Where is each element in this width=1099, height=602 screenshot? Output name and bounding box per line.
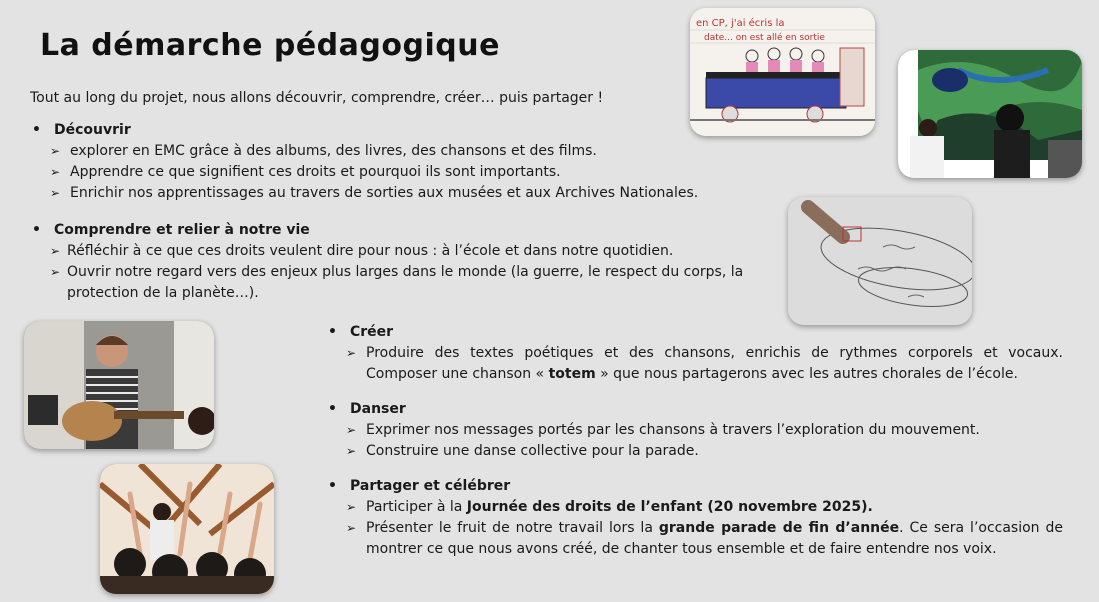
svg-text:en CP, j'ai écris la: en CP, j'ai écris la xyxy=(696,18,785,29)
svg-text:date... on est allé en sortie: date... on est allé en sortie xyxy=(704,33,825,43)
intro-text: Tout au long du projet, nous allons découvrir, comprendre, créer… puis partager ! xyxy=(30,90,604,106)
list-item: ➢ Ouvrir notre regard vers des enjeux plus larges dans le monde (la guerre, le respect du corps, la protection de la planète…). xyxy=(32,262,767,304)
list-item: ➢ Réfléchir à ce que ces droits veulent dire pour nous : à l’école et dans notre quotidien. xyxy=(32,241,772,262)
child-drawing-image xyxy=(690,8,875,136)
painting-image xyxy=(898,50,1082,178)
list-item: ➢ Présenter le fruit de notre travail lors la grande parade de fin d’année. Ce sera l’occasion de montrer ce que nous avons créé, de chanter tous ensemble et de faire entendre nos voix. xyxy=(328,518,1063,560)
mindmap-photo xyxy=(788,197,972,325)
list-item: ➢ explorer en EMC grâce à des albums, des livres, des chansons et des films. xyxy=(32,141,732,162)
section-partager xyxy=(328,476,1063,560)
guitar-teacher-image xyxy=(24,321,214,449)
heading-danser: • Danser xyxy=(328,399,1063,420)
dance-image xyxy=(100,464,274,594)
dance-photo xyxy=(100,464,274,594)
guitar-teacher-photo xyxy=(24,321,214,449)
list-item: ➢ Produire des textes poétiques et des chansons, enrichis de rythmes corporels et vocaux. Composer une chanson « totem » que nous partagerons avec les autres chorales de l’école. xyxy=(328,343,1063,385)
child-drawing-photo xyxy=(690,8,875,136)
list-item: ➢ Construire une danse collective pour la parade. xyxy=(328,441,1063,462)
page-title: La démarche pédagogique xyxy=(40,28,500,63)
heading-decouvrir: • Découvrir xyxy=(32,120,732,141)
section-creer xyxy=(328,322,1063,385)
heading-creer: • Créer xyxy=(328,322,1063,343)
section-comprendre xyxy=(32,220,772,304)
section-decouvrir xyxy=(32,120,732,204)
list-item: ➢ Enrichir nos apprentissages au travers de sorties aux musées et aux Archives Nationales. xyxy=(32,183,732,204)
list-item: ➢ Apprendre ce que signifient ces droits et pourquoi ils sont importants. xyxy=(32,162,732,183)
section-danser xyxy=(328,399,1063,462)
heading-partager: • Partager et célébrer xyxy=(328,476,1063,497)
painting-photo xyxy=(898,50,1082,178)
mindmap-image xyxy=(788,197,972,325)
list-item: ➢ Participer à la Journée des droits de l’enfant (20 novembre 2025). xyxy=(328,497,1063,518)
heading-comprendre: • Comprendre et relier à notre vie xyxy=(32,220,772,241)
list-item: ➢ Exprimer nos messages portés par les chansons à travers l’exploration du mouvement. xyxy=(328,420,1063,441)
